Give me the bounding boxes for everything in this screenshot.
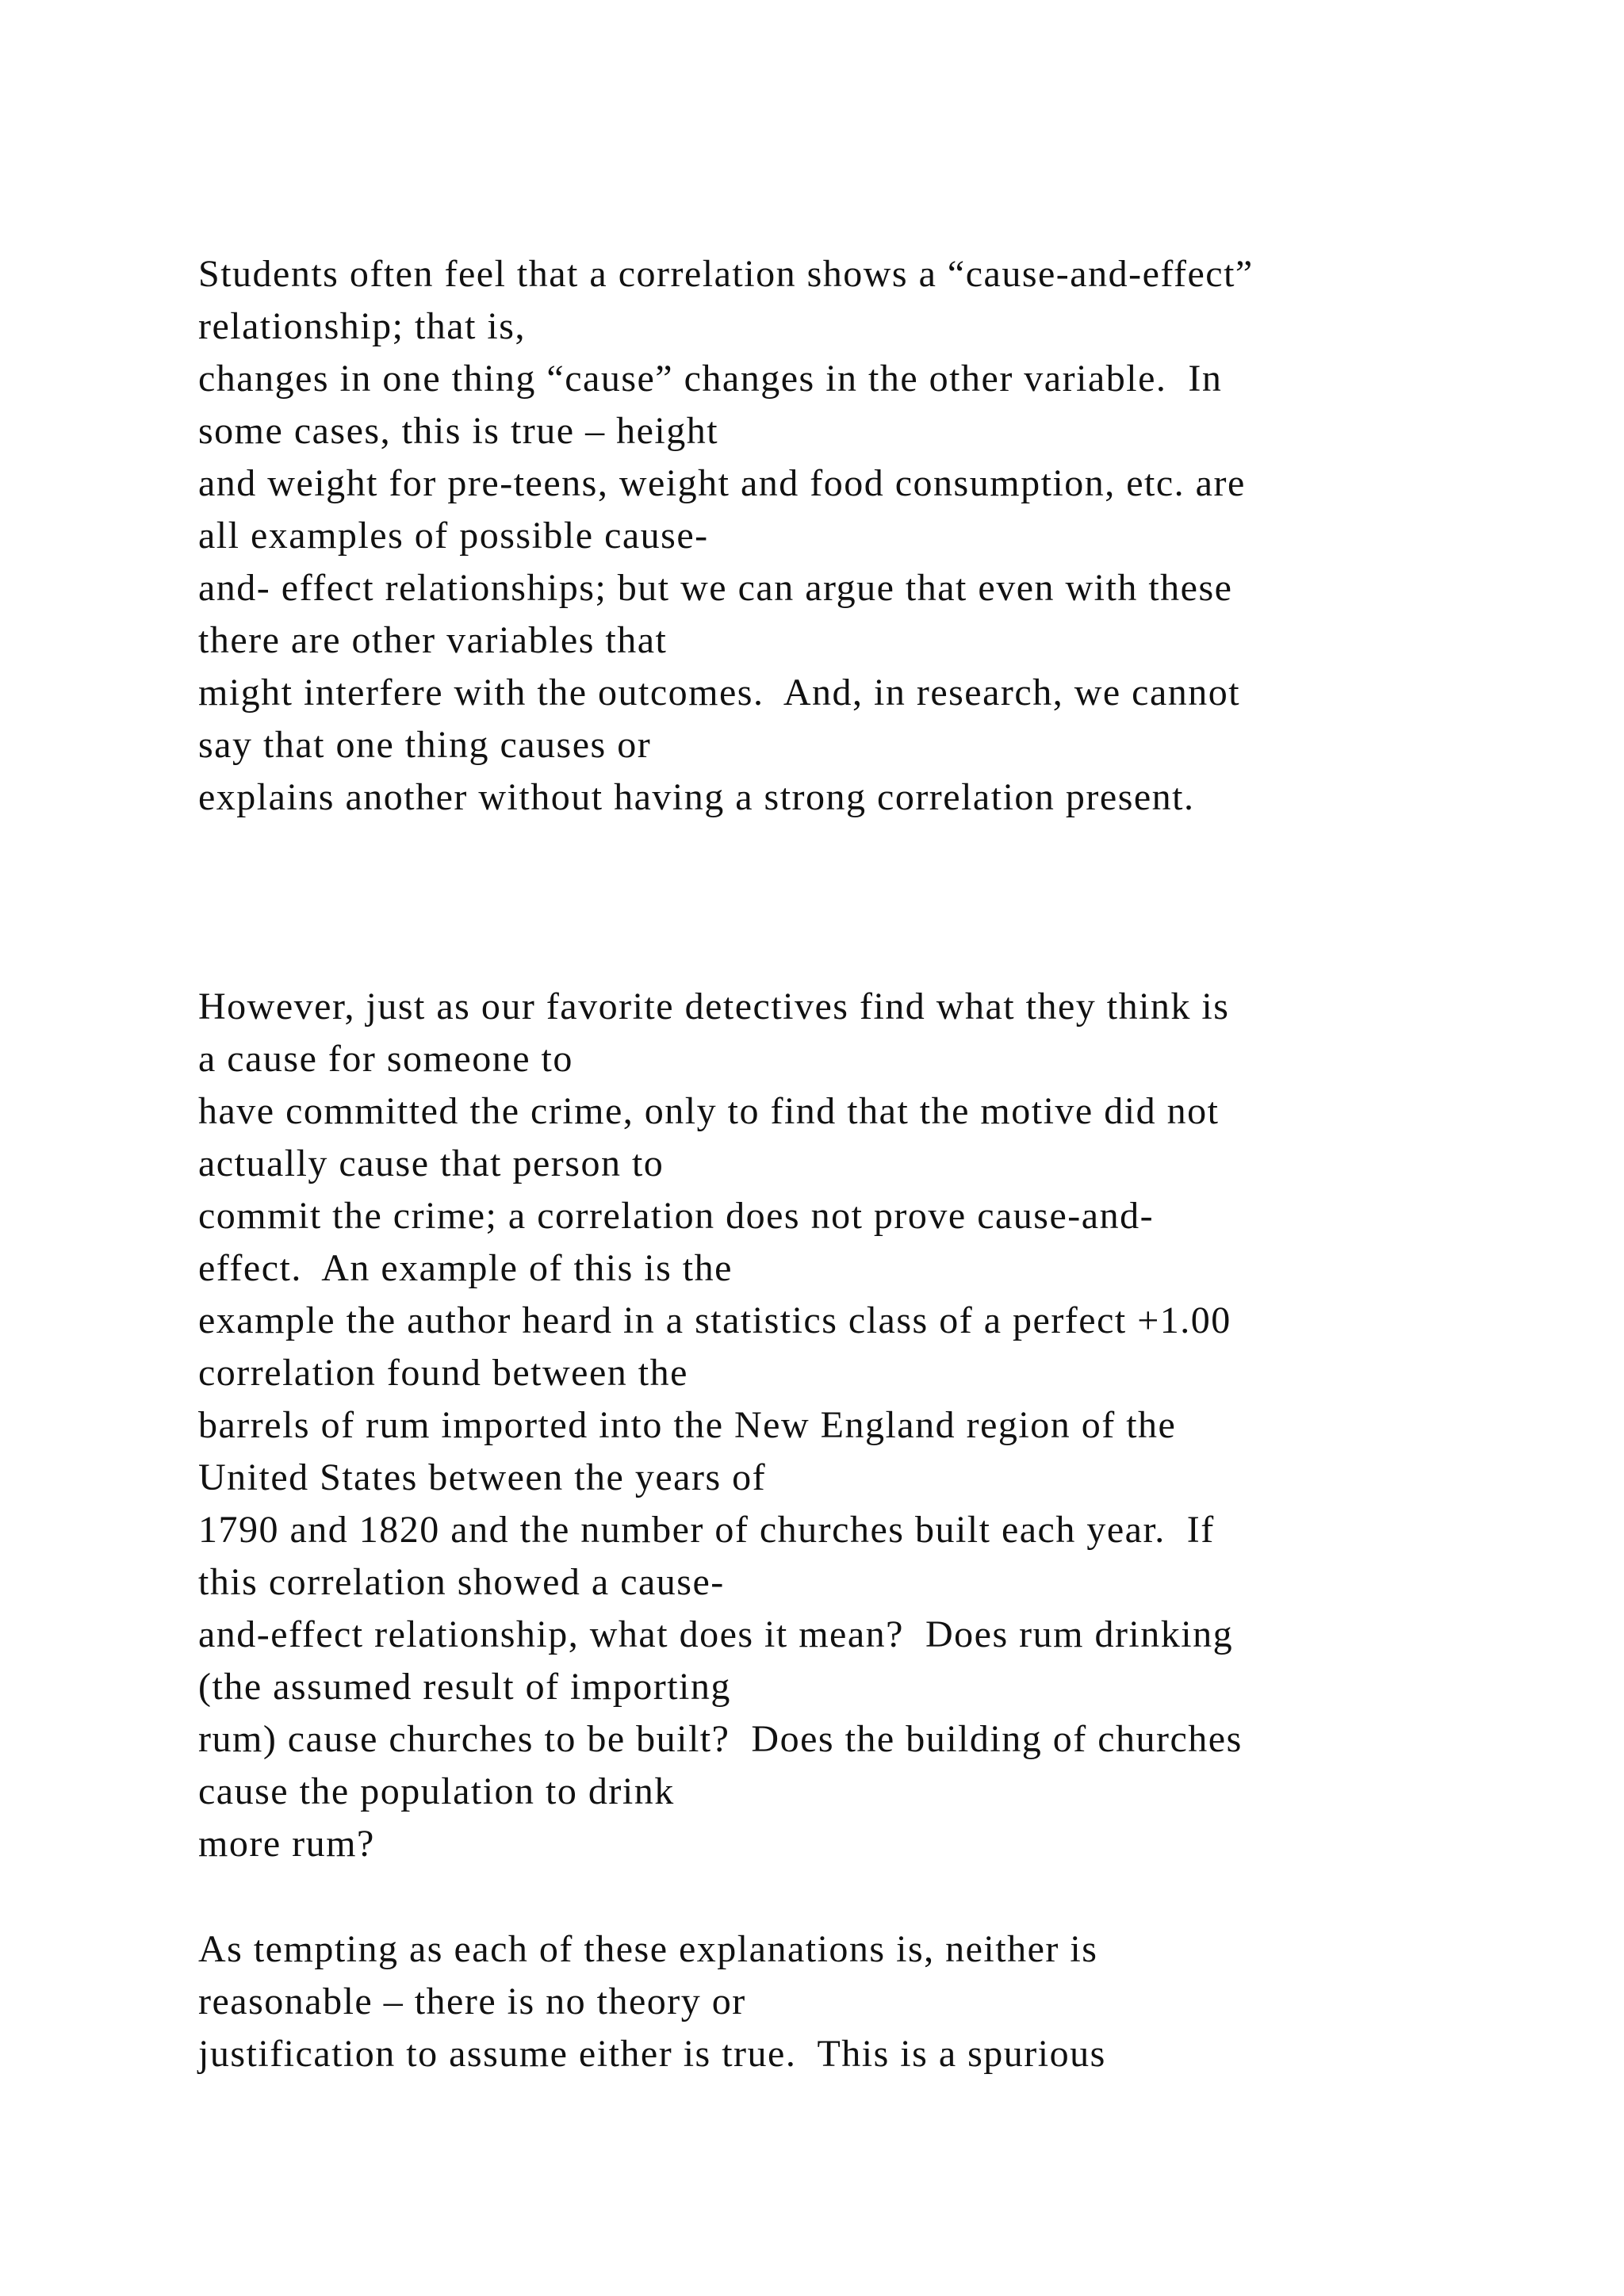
- text-line: more rum?: [198, 1823, 375, 1865]
- paragraph-rum-churches-example: [198, 981, 1546, 1870]
- text-line: a cause for someone to: [198, 1038, 573, 1080]
- text-line: As tempting as each of these explanations is, neither is: [198, 1928, 1098, 1970]
- text-line: effect. An example of this is the: [198, 1247, 733, 1289]
- text-line: actually cause that person to: [198, 1142, 665, 1184]
- text-line: (the assumed result of importing: [198, 1666, 731, 1708]
- text-line: cause the population to drink: [198, 1770, 675, 1812]
- text-line: relationship; that is,: [198, 305, 526, 347]
- text-line: 1790 and 1820 and the number of churches built each year. If: [198, 1509, 1215, 1551]
- text-line: might interfere with the outcomes. And, in research, we cannot: [198, 672, 1241, 714]
- paragraph-correlation-intro: [198, 248, 1546, 824]
- text-line: say that one thing causes or: [198, 724, 652, 766]
- text-line: explains another without having a strong correlation present.: [198, 776, 1195, 818]
- text-line: all examples of possible cause-: [198, 515, 709, 557]
- paragraph-spurious-explanation: [198, 1923, 1546, 2080]
- text-line: justification to assume either is true. This is a spurious: [198, 2033, 1106, 2075]
- text-line: Students often feel that a correlation shows a “cause-and-effect”: [198, 253, 1254, 295]
- text-line: United States between the years of: [198, 1456, 767, 1498]
- text-line: reasonable – there is no theory or: [198, 1980, 746, 2022]
- text-line: However, just as our favorite detectives find what they think is: [198, 985, 1230, 1027]
- text-line: changes in one thing “cause” changes in the other variable. In: [198, 358, 1223, 400]
- text-line: and-effect relationship, what does it mean? Does rum drinking: [198, 1613, 1234, 1655]
- text-line: barrels of rum imported into the New England region of the: [198, 1404, 1177, 1446]
- text-line: correlation found between the: [198, 1352, 688, 1394]
- text-line: this correlation showed a cause-: [198, 1561, 725, 1603]
- text-line: some cases, this is true – height: [198, 410, 719, 452]
- text-line: rum) cause churches to be built? Does the building of churches: [198, 1718, 1243, 1760]
- text-line: have committed the crime, only to find that the motive did not: [198, 1090, 1220, 1132]
- text-line: example the author heard in a statistics class of a perfect +1.00: [198, 1299, 1231, 1341]
- text-line: commit the crime; a correlation does not prove cause-and-: [198, 1195, 1155, 1237]
- text-line: and- effect relationships; but we can argue that even with these: [198, 567, 1233, 609]
- text-line: and weight for pre-teens, weight and food consumption, etc. are: [198, 462, 1246, 504]
- text-line: there are other variables that: [198, 619, 668, 661]
